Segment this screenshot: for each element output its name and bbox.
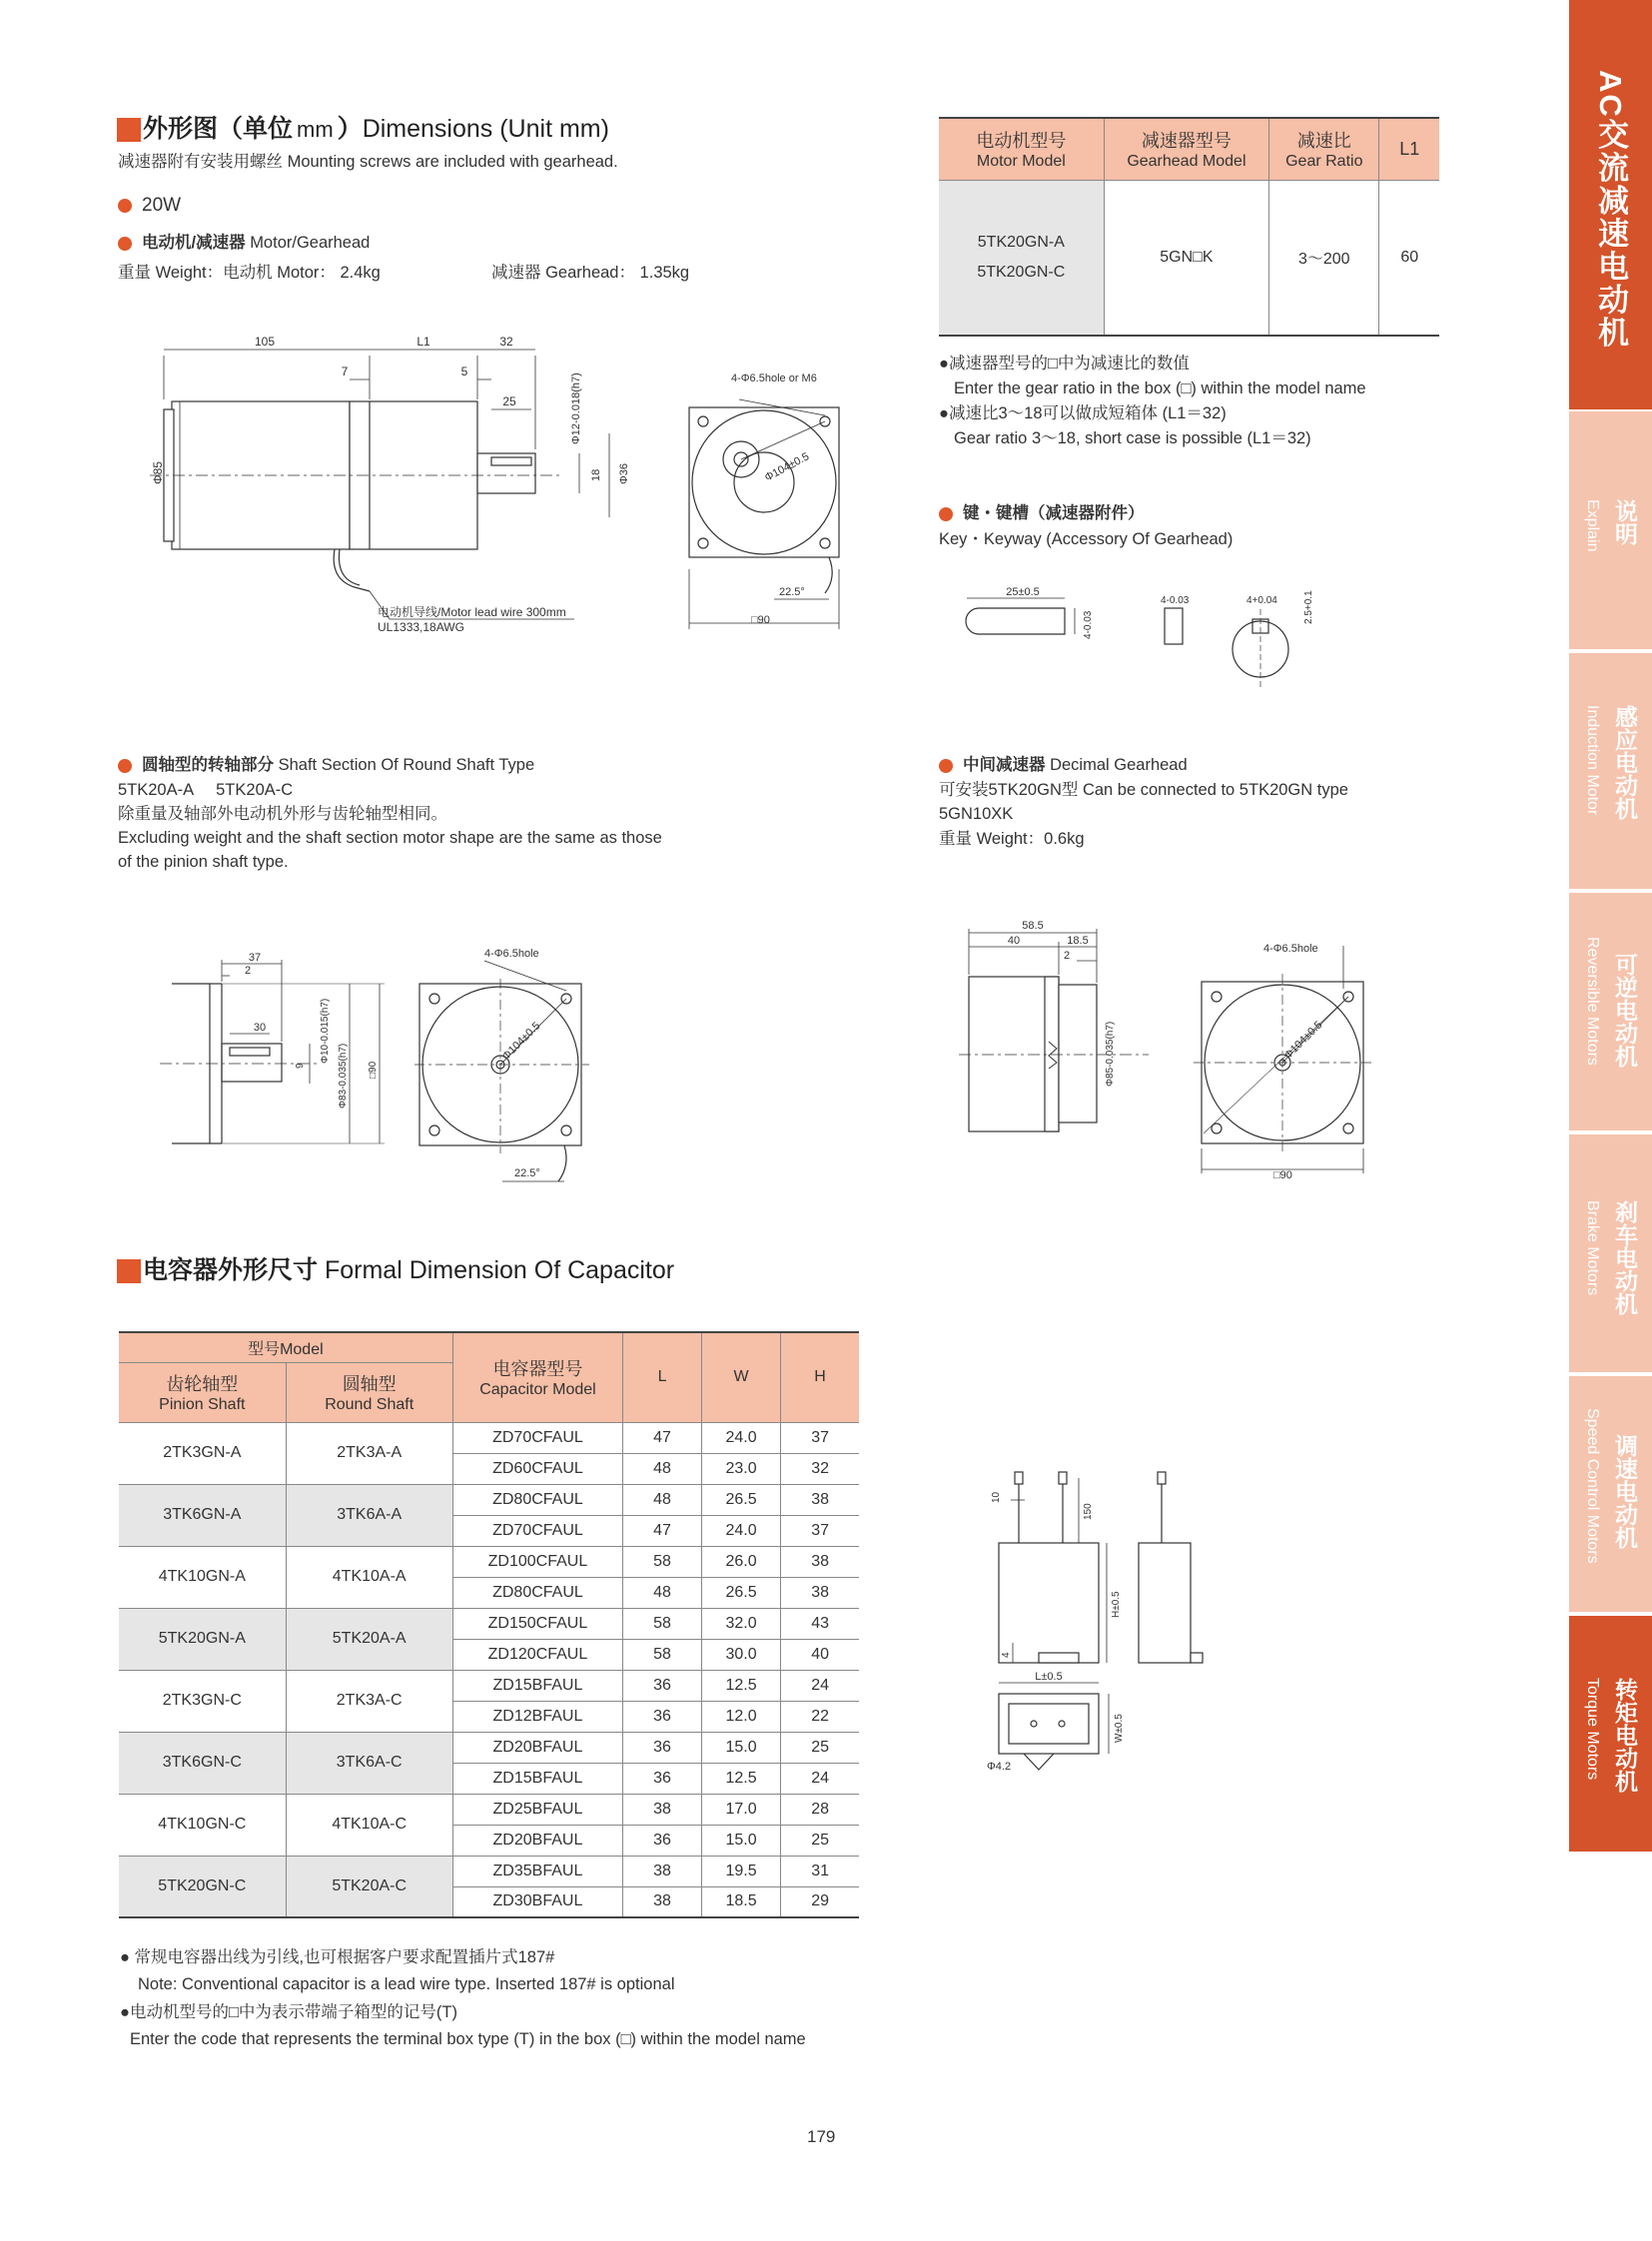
capacitor-model-cell: ZD12BFAUL	[452, 1701, 622, 1732]
svg-text:Φ104±0.5: Φ104±0.5	[1281, 1019, 1325, 1063]
pinion-shaft-cell: 5TK20GN-A	[119, 1608, 286, 1670]
capacitor-model-cell: ZD15BFAUL	[452, 1670, 622, 1701]
sidebar-item-en: Reversible Motors	[1584, 937, 1601, 1066]
sidebar-item-reversible[interactable]	[1569, 893, 1652, 1130]
l-cell: 36	[623, 1732, 702, 1763]
sidebar-item-explain[interactable]	[1569, 411, 1652, 649]
capacitor-note-4: Enter the code that represents the terminal box type (T) in the box (□) within the model name	[130, 2030, 806, 2048]
sidebar-item-zh: 可逆电动机	[1612, 953, 1638, 1068]
round-shaft-desc-en1: Excluding weight and the shaft section motor shape are the same as those	[118, 829, 662, 847]
svg-text:电动机导线/Motor lead wire 300mm: 电动机导线/Motor lead wire 300mm	[378, 605, 566, 619]
header-round: 圆轴型 Round Shaft	[286, 1362, 452, 1422]
w-cell: 12.0	[701, 1701, 780, 1732]
bullet-icon	[939, 507, 953, 521]
round-shaft-cell: 5TK20A-A	[286, 1608, 452, 1670]
sidebar-item-en: Speed Control Motors	[1584, 1408, 1601, 1564]
decimal-weight: 重量 Weight：0.6kg	[939, 830, 1085, 848]
round-shaft-cell: 3TK6A-A	[286, 1484, 452, 1546]
l-cell: 36	[623, 1701, 702, 1732]
pinion-shaft-cell: 3TK6GN-A	[119, 1484, 286, 1546]
h-cell: 37	[781, 1422, 859, 1453]
h-cell: 38	[781, 1577, 859, 1608]
svg-text:40: 40	[1007, 935, 1021, 947]
capacitor-note-2: Note: Conventional capacitor is a lead wire type. Inserted 187# is optional	[138, 1975, 675, 1993]
svg-text:Φ4.2: Φ4.2	[987, 1761, 1012, 1773]
motor-model-cell: 5TK20GN-A 5TK20GN-C	[939, 180, 1104, 336]
motor-weight: 重量 Weight：电动机 Motor： 2.4kg	[118, 264, 381, 282]
svg-text:4-0.03: 4-0.03	[1161, 595, 1190, 606]
capacitor-model-cell: ZD25BFAUL	[452, 1794, 622, 1825]
header-w: W	[701, 1332, 780, 1422]
gear-ratio-cell: 3～200	[1269, 180, 1379, 336]
section-title-dimensions: 外形图（单位 mm ）Dimensions (Unit mm)	[117, 115, 609, 144]
capacitor-model-cell: ZD70CFAUL	[452, 1515, 622, 1546]
svg-text:4+0.04: 4+0.04	[1246, 595, 1277, 606]
w-cell: 12.5	[701, 1670, 780, 1701]
svg-text:4-Φ6.5hole or M6: 4-Φ6.5hole or M6	[731, 373, 817, 384]
sidebar-item-zh: 感应电动机	[1612, 705, 1638, 820]
svg-text:□90: □90	[751, 614, 770, 626]
header-capacitor-model: 电容器型号 Capacitor Model	[452, 1332, 622, 1422]
svg-text:W±0.5: W±0.5	[1114, 1714, 1125, 1743]
capacitor-model-cell: ZD150CFAUL	[452, 1608, 622, 1639]
h-cell: 24	[781, 1670, 859, 1701]
col-gear-ratio: 减速比 Gear Ratio	[1269, 118, 1379, 180]
w-cell: 32.0	[701, 1608, 780, 1639]
gearhead-front-view	[679, 370, 859, 639]
w-cell: 19.5	[701, 1856, 780, 1886]
l-cell: 47	[623, 1422, 702, 1453]
capacitor-row	[119, 1794, 859, 1825]
bullet-icon	[118, 759, 132, 773]
round-shaft-models: 5TK20A-A 5TK20A-C	[118, 781, 294, 799]
sidebar-item-torque[interactable]	[1569, 1616, 1652, 1852]
sidebar-item-brake[interactable]	[1569, 1134, 1652, 1372]
note-ratio-en: Enter the gear ratio in the box (□) within the model name	[954, 379, 1366, 397]
sidebar-main-tab[interactable]	[1569, 0, 1652, 409]
l-cell: 47	[623, 1515, 702, 1546]
h-cell: 37	[781, 1515, 859, 1546]
svg-text:□90: □90	[368, 1061, 379, 1079]
capacitor-model-cell: ZD80CFAUL	[452, 1577, 622, 1608]
round-shaft-front-view	[414, 939, 594, 1198]
svg-text:105: 105	[254, 335, 276, 349]
w-cell: 26.5	[701, 1484, 780, 1515]
capacitor-model-cell: ZD100CFAUL	[452, 1546, 622, 1577]
decimal-gearhead-front-view	[1194, 934, 1383, 1183]
page-number: 179	[807, 2127, 836, 2146]
decimal-gearhead-title: 中间减速器 Decimal Gearhead	[939, 756, 1188, 775]
capacitor-model-cell: ZD30BFAUL	[452, 1886, 622, 1917]
svg-text:L±0.5: L±0.5	[1035, 1671, 1063, 1683]
svg-text:7: 7	[341, 365, 349, 378]
svg-text:37: 37	[248, 952, 262, 964]
l1-cell: 60	[1379, 180, 1439, 336]
round-shaft-cell: 2TK3A-A	[286, 1422, 452, 1484]
svg-text:9: 9	[295, 1063, 306, 1069]
col-l1: L1	[1399, 138, 1420, 159]
h-cell: 28	[781, 1794, 859, 1825]
svg-text:Φ36: Φ36	[618, 462, 630, 484]
pinion-shaft-cell: 5TK20GN-C	[119, 1856, 286, 1917]
col-motor-model: 电动机型号 Motor Model	[939, 118, 1104, 180]
round-shaft-desc-zh: 除重量及轴部外电动机外形与齿轮轴型相同。	[118, 805, 447, 823]
header-h: H	[814, 1368, 826, 1386]
h-cell: 38	[781, 1484, 859, 1515]
svg-text:22.5°: 22.5°	[779, 586, 805, 598]
h-cell: 22	[781, 1701, 859, 1732]
capacitor-model-cell: ZD120CFAUL	[452, 1639, 622, 1670]
pinion-shaft-cell: 2TK3GN-C	[119, 1670, 286, 1732]
svg-text:Φ83-0.035(h7): Φ83-0.035(h7)	[338, 1043, 349, 1109]
col-gearhead-model: 减速器型号 Gearhead Model	[1104, 118, 1268, 180]
capacitor-model-cell: ZD60CFAUL	[452, 1453, 622, 1484]
key-title-en: Key・Keyway (Accessory Of Gearhead)	[939, 530, 1234, 548]
note-short-zh: ●减速比3～18可以做成短箱体 (L1＝32)	[939, 404, 1227, 422]
h-cell: 43	[781, 1608, 859, 1639]
gearhead-weight: 减速器 Gearhead： 1.35kg	[491, 264, 690, 282]
power-rating: 20W	[118, 195, 181, 217]
h-cell: 38	[781, 1546, 859, 1577]
round-shaft-title: 圆轴型的转轴部分 Shaft Section Of Round Shaft Type	[118, 756, 534, 775]
l-cell: 58	[623, 1639, 702, 1670]
key-drawing	[967, 584, 1346, 694]
header-pinion: 齿轮轴型 Pinion Shaft	[119, 1362, 286, 1422]
w-cell: 12.5	[701, 1763, 780, 1794]
svg-text:Φ12-0.018(h7): Φ12-0.018(h7)	[570, 373, 582, 444]
h-cell: 32	[781, 1453, 859, 1484]
capacitor-row	[119, 1732, 859, 1763]
h-cell: 24	[781, 1763, 859, 1794]
round-shaft-cell: 2TK3A-C	[286, 1670, 452, 1732]
w-cell: 24.0	[701, 1515, 780, 1546]
svg-text:H±0.5: H±0.5	[1111, 1591, 1122, 1618]
svg-text:18.5: 18.5	[1067, 935, 1089, 947]
capacitor-note-1: ● 常规电容器出线为引线,也可根据客户要求配置插片式187#	[120, 1948, 555, 1966]
capacitor-title: 电容器外形尺寸 Formal Dimension Of Capacitor	[117, 1256, 674, 1285]
l-cell: 36	[623, 1670, 702, 1701]
svg-text:25: 25	[502, 394, 516, 408]
svg-text:4: 4	[1001, 1652, 1012, 1658]
decimal-model: 5GN10XK	[939, 805, 1014, 823]
l-cell: 38	[623, 1856, 702, 1886]
pinion-shaft-cell: 3TK6GN-C	[119, 1732, 286, 1794]
sidebar-main-label: AC交流减速电动机	[1593, 70, 1628, 350]
sidebar-item-zh: 转矩电动机	[1612, 1678, 1638, 1793]
capacitor-model-cell: ZD20BFAUL	[452, 1732, 622, 1763]
w-cell: 17.0	[701, 1794, 780, 1825]
svg-text:2.5+0.1: 2.5+0.1	[1303, 590, 1314, 624]
capacitor-row	[119, 1608, 859, 1639]
h-cell: 25	[781, 1825, 859, 1856]
sidebar-item-speed[interactable]	[1569, 1376, 1652, 1612]
title-square-icon	[117, 1259, 141, 1283]
sidebar-item-en: Torque Motors	[1584, 1678, 1601, 1781]
svg-text:Φ10-0.015(h7): Φ10-0.015(h7)	[320, 998, 331, 1064]
gearhead-screw-note: 减速器附有安装用螺丝 Mounting screws are included with gearhead.	[118, 153, 618, 171]
bullet-icon	[939, 759, 953, 773]
capacitor-model-cell: ZD15BFAUL	[452, 1763, 622, 1794]
sidebar-item-zh: 调速电动机	[1612, 1434, 1638, 1549]
svg-text:Φ85: Φ85	[151, 461, 165, 484]
round-shaft-cell: 3TK6A-C	[286, 1732, 452, 1794]
h-cell: 29	[781, 1886, 859, 1917]
round-shaft-cell: 4TK10A-A	[286, 1546, 452, 1608]
svg-text:Φ104±0.5: Φ104±0.5	[499, 1020, 543, 1064]
capacitor-model-cell: ZD35BFAUL	[452, 1856, 622, 1886]
bullet-icon	[118, 199, 132, 213]
capacitor-table	[119, 1331, 859, 1918]
sidebar-item-zh: 说明	[1612, 499, 1638, 545]
key-title: 键・键槽（减速器附件）	[939, 504, 1145, 523]
capacitor-model-cell: ZD70CFAUL	[452, 1422, 622, 1453]
sidebar-item-en: Explain	[1584, 499, 1601, 552]
svg-text:4-Φ6.5hole: 4-Φ6.5hole	[1263, 943, 1318, 955]
l-cell: 38	[623, 1886, 702, 1917]
w-cell: 30.0	[701, 1639, 780, 1670]
svg-text:30: 30	[253, 1022, 267, 1034]
capacitor-row	[119, 1484, 859, 1515]
h-cell: 40	[781, 1639, 859, 1670]
capacitor-row	[119, 1546, 859, 1577]
l-cell: 36	[623, 1763, 702, 1794]
svg-text:25±0.5: 25±0.5	[1006, 586, 1040, 598]
bullet-icon	[118, 237, 132, 251]
header-l: L	[623, 1332, 702, 1422]
w-cell: 15.0	[701, 1825, 780, 1856]
round-shaft-cell: 4TK10A-C	[286, 1794, 452, 1856]
w-cell: 26.0	[701, 1546, 780, 1577]
svg-text:Φ104±0.5: Φ104±0.5	[762, 450, 812, 484]
capacitor-row	[119, 1670, 859, 1701]
title-square-icon	[117, 118, 141, 142]
l-cell: 58	[623, 1546, 702, 1577]
round-shaft-cell: 5TK20A-C	[286, 1856, 452, 1917]
svg-text:2: 2	[244, 965, 252, 977]
svg-text:5: 5	[460, 365, 468, 378]
w-cell: 24.0	[701, 1422, 780, 1453]
svg-text:UL1333,18AWG: UL1333,18AWG	[378, 620, 464, 634]
sidebar-item-zh: 刹车电动机	[1612, 1200, 1638, 1315]
w-cell: 15.0	[701, 1732, 780, 1763]
decimal-gearhead-drawing	[959, 917, 1159, 1146]
w-cell: 23.0	[701, 1453, 780, 1484]
w-cell: 26.5	[701, 1577, 780, 1608]
svg-text:32: 32	[499, 335, 513, 349]
l-cell: 38	[623, 1794, 702, 1825]
h-cell: 25	[781, 1732, 859, 1763]
capacitor-drawing	[979, 1458, 1278, 1778]
svg-text:2: 2	[1063, 950, 1071, 962]
svg-text:18: 18	[590, 468, 602, 481]
motor-gearhead-table	[939, 117, 1439, 337]
capacitor-model-cell: ZD80CFAUL	[452, 1484, 622, 1515]
gearhead-model-cell: 5GN□K	[1104, 180, 1268, 336]
sidebar-item-en: Brake Motors	[1584, 1200, 1601, 1296]
svg-text:□90: □90	[1273, 1169, 1292, 1181]
capacitor-row	[119, 1856, 859, 1886]
pinion-shaft-cell: 4TK10GN-A	[119, 1546, 286, 1608]
note-short-en: Gear ratio 3～18, short case is possible (L1＝32)	[954, 429, 1311, 447]
round-shaft-desc-en2: of the pinion shaft type.	[118, 853, 289, 871]
svg-text:22.5°: 22.5°	[514, 1167, 540, 1179]
svg-text:4-Φ6.5hole: 4-Φ6.5hole	[484, 948, 539, 960]
svg-text:150: 150	[1083, 1503, 1094, 1520]
header-model: 型号Model	[119, 1332, 452, 1362]
l-cell: 58	[623, 1608, 702, 1639]
round-shaft-drawing	[160, 944, 419, 1163]
motor-gearhead-label: 电动机/减速器 Motor/Gearhead	[118, 234, 370, 253]
l-cell: 48	[623, 1484, 702, 1515]
capacitor-row	[119, 1422, 859, 1453]
decimal-connect-note: 可安装5TK20GN型 Can be connected to 5TK20GN type	[939, 781, 1348, 799]
svg-text:L1: L1	[416, 335, 430, 349]
w-cell: 18.5	[701, 1886, 780, 1917]
pinion-shaft-cell: 2TK3GN-A	[119, 1422, 286, 1484]
l-cell: 36	[623, 1825, 702, 1856]
sidebar-item-en: Induction Motor	[1584, 705, 1601, 816]
sidebar-item-induction[interactable]	[1569, 653, 1652, 889]
h-cell: 31	[781, 1856, 859, 1886]
svg-text:Φ85-0.035(h7): Φ85-0.035(h7)	[1105, 1021, 1116, 1087]
svg-text:10: 10	[991, 1491, 1002, 1503]
svg-text:4-0.03: 4-0.03	[1083, 610, 1094, 639]
pinion-shaft-cell: 4TK10GN-C	[119, 1794, 286, 1856]
capacitor-note-3: ●电动机型号的□中为表示带端子箱型的记号(T)	[120, 2003, 458, 2021]
l-cell: 48	[623, 1577, 702, 1608]
capacitor-model-cell: ZD20BFAUL	[452, 1825, 622, 1856]
svg-text:58.5: 58.5	[1022, 920, 1044, 932]
note-ratio-zh: ●减速器型号的□中为减速比的数值	[939, 355, 1190, 373]
l-cell: 48	[623, 1453, 702, 1484]
